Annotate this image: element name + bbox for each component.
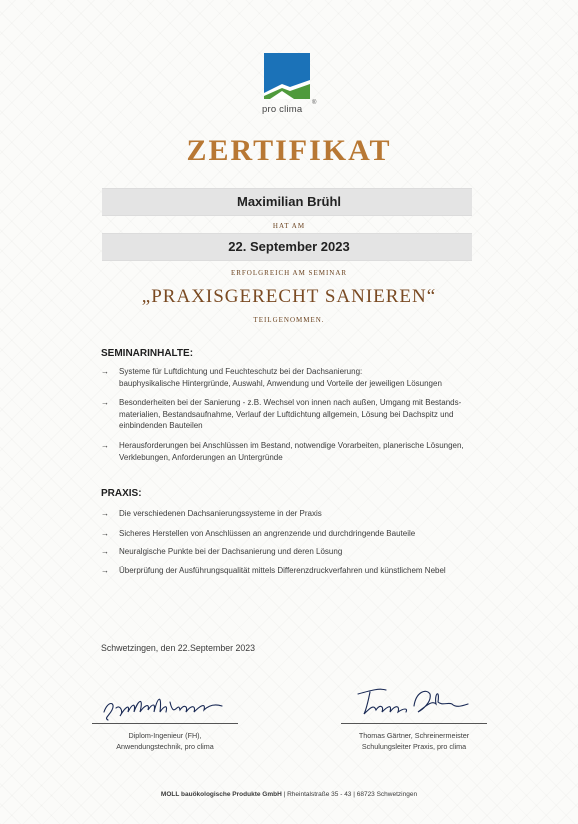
signature-line-right (341, 723, 487, 724)
praxis-item-text: Neuralgische Punkte bei der Dachsanierung und deren Lösung (119, 547, 343, 556)
seminar-item-line: Systeme für Luftdichtung und Feuchteschutz bei der Dachsanierung: (119, 367, 363, 376)
teilgenommen-label: TEILGENOMMEN. (253, 316, 325, 324)
signature-caption-right (317, 730, 511, 752)
footer-company: MOLL bauökologische Produkte GmbH (160, 791, 282, 798)
pro-clima-logo (264, 53, 310, 99)
footer-separator: | (283, 791, 288, 798)
seminar-item-line: einbindenden Bauteilen (119, 421, 203, 431)
seminarinhalte-heading: SEMINARINHALTE: (101, 348, 194, 359)
signature-caption-left (72, 730, 258, 752)
signature-right-title: Thomas Gärtner, Schreinermeister (358, 731, 470, 740)
place-and-date: Schwetzingen, den 22.September 2023 (101, 643, 256, 653)
seminar-item-line: Herausforderungen bei Anschlüssen im Bestand, notwendige Vorarbeiten, planerische Lösungen, (119, 441, 464, 450)
signature-left-role: Anwendungstechnik, pro clima (116, 742, 214, 751)
signature-left-title: Diplom-Ingenieur (FH), (128, 731, 202, 740)
seminar-title: „PRAXISGERECHT SANIEREN“ (141, 286, 437, 307)
logo-wordmark: pro clima (262, 104, 303, 115)
arrow-icon: → (101, 529, 109, 538)
arrow-icon: → (101, 367, 109, 376)
roof-logo-icon (264, 53, 310, 99)
seminar-item-line: Verklebungen, Anforderungen an Untergründe (119, 452, 283, 462)
seminar-item-line: Besonderheiten bei der Sanierung - z.B. Wechsel von innen nach außen, Umgang mit Bestands- (119, 398, 462, 407)
signature-right-role: Schulungsleiter Praxis, pro clima (361, 742, 467, 751)
certificate-title: ZERTIFIKAT (186, 134, 392, 167)
praxis-item-text: Sicheres Herstellen von Anschlüssen an angrenzende und durchdringende Bauteile (119, 529, 416, 538)
seminar-date: 22. September 2023 (228, 239, 350, 254)
seminar-item-line: materialien, Bestandsaufnahme, Verlauf der Luftdichtung allgemein, Lösung bei Dachspitz und (119, 409, 454, 419)
arrow-icon: → (101, 566, 109, 575)
arrow-icon: → (101, 509, 109, 518)
praxis-heading: PRAXIS: (101, 488, 142, 499)
erfolgreich-label: ERFOLGREICH AM SEMINAR (230, 269, 348, 277)
participant-name: Maximilian Brühl (236, 194, 342, 209)
praxis-item-text: Die verschiedenen Dachsanierungssysteme in der Praxis (119, 509, 322, 518)
arrow-icon: → (101, 398, 109, 407)
seminar-item-line: bauphysikalische Hintergründe, Auswahl, Anwendung und Vorteile der jeweiligen Lösungen (119, 378, 442, 388)
handwritten-signature-right (352, 684, 472, 720)
praxis-item-text: Überprüfung der Ausführungsqualität mittels Differenzdruckverfahren und künstlichem Nebel (119, 566, 446, 575)
arrow-icon: → (101, 441, 109, 450)
footer (0, 791, 578, 798)
logo-registered-mark: ® (312, 100, 317, 106)
signature-line-left (92, 723, 238, 724)
handwritten-signature-left (100, 690, 230, 724)
hat-am-label: HAT AM (272, 222, 306, 230)
arrow-icon: → (101, 547, 109, 556)
footer-address: Rheintalstraße 35 - 43 | 68723 Schwetzingen (287, 791, 418, 798)
